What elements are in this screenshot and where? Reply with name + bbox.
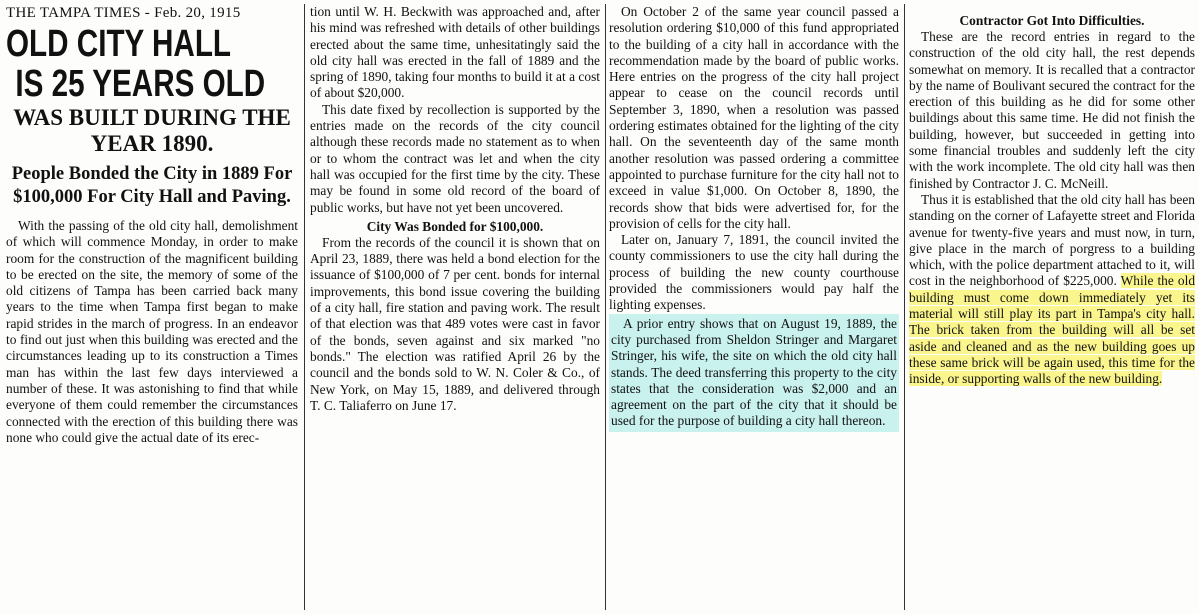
col3-paragraph-2: Later on, January 7, 1891, the council invited the county commissioners to use the city hall during the process of building the new county courthouse provided the commissioners would pay half the lighting expenses. — [609, 232, 899, 313]
col1-paragraph-1: With the passing of the old city hall, demolishment of which will commence Monday, in order to make room for the construction of the magnificent building to be erected on the site, the memory of some of the old citizens of Tampa has been carried back many years to the time when Tampa first began to make rapid strides in the march of progress. In an endeavor to find out just when this building was erected and the circumstances leading up to its construction a Times man has within the last few days interviewed a number of these. It was astonishing to find that while everyone of them could remember the circumstances connected with the erection of this building there was none who could give the actual date of its erec- — [6, 218, 298, 445]
subheadline-deck: People Bonded the City in 1889 For $100,000 For City Hall and Paving. — [11, 164, 293, 207]
dateline: THE TAMPA TIMES - Feb. 20, 1915 — [6, 5, 241, 21]
col2-paragraph-2: This date fixed by recollection is supported by the entries made on the records of the city council although these records made no statement as to when or to whom the contract was let and when the city hall was occupied for the first time by the city. These may be found in some old record of the board of public works, but have not yet been uncovered. — [310, 101, 600, 215]
column-3 — [609, 4, 899, 610]
col4-paragraph-1: These are the record entries in regard to the construction of the old city hall, the rest depends somewhat on memory. It is recalled that a contractor by the name of Boulivant secured the contract for the erection of this building as he did for some other buildings about this same time. He did not finish the building, however, but succeeded in getting into some financial troubles and suddenly left the city with the work incomplete. The old city hall was then finished by Contractor J. C. McNeill. — [909, 29, 1195, 191]
column-divider-1 — [304, 4, 305, 610]
column-4 — [909, 4, 1195, 610]
col2-paragraph-3: From the records of the council it is shown that on April 23, 1889, there was held a bond election for the issuance of $100,000 of 7 per cent. bonds for internal improvements, this bond issue covering the building of a city hall, fire station and paving work. The result of that election was that 489 votes were cast in favor of the bonds, seven against and six marked "no bonds." The election was ratified April 26 by the council and the bonds sold to W. N. Coler & Co., of New York, on May 15, 1889, and delivered through T. C. Taliaferro on June 17. — [310, 234, 600, 413]
column-divider-3 — [904, 4, 905, 610]
headline-line-1: OLD CITY HALL — [6, 23, 232, 65]
col4-paragraph-2 — [909, 192, 1195, 388]
col3-paragraph-1: On October 2 of the same year council passed a resolution ordering $10,000 of this fund appropriated to the building of a city hall in accordance with the recommendation made by the board of public works. Here entries on the progress of the city hall project appear to cease on the council records until September 3, 1890, when a resolution was passed ordering estimates obtained for the lighting of the city hall. On the seventeenth day of the same month another resolution was passed ordering a committee appointed to purchase furniture for the city hall not to exceed in value $1,000. On October 8, 1890, the records show that bids were advertised for, for the provision of cells for the city hall. — [609, 4, 899, 231]
col4-subheading: Contractor Got Into Difficulties. — [959, 13, 1145, 28]
column-1 — [6, 4, 298, 610]
column-divider-2 — [605, 4, 606, 610]
col4-paragraph-2-highlighted: While the old building must come down immediately yet its material will still play its part in Tampa's city hall. The brick taken from the building will all be set aside and cleaned and as the new building goes up these same brick will be again used, this time for the inside, or supporting walls of the new building. — [909, 273, 1195, 387]
col4-paragraph-2-text: Thus it is established that the old city hall has been standing on the corner of Lafayette street and Florida avenue for twenty-five years and must now, in turn, give place in the march of porgress to a building which, with the police department attached to it, will cost in the neighborhood of $225,000. — [909, 191, 1195, 289]
headline-line-2: IS 25 YEARS OLD — [15, 63, 266, 105]
col3-paragraph-3-highlighted: A prior entry shows that on August 19, 1889, the city purchased from Sheldon Stringer and Margaret Stringer, his wife, the site on which the old city hall stands. The deed transferring this property to the city states that the consideration was $2,000 and an agreement on the part of the city that it should be used for the purpose of building a city hall thereon. — [609, 314, 899, 432]
col2-subheading: City Was Bonded for $100,000. — [366, 218, 544, 234]
headline-line-3: WAS BUILT DURING THE YEAR 1890. — [13, 105, 291, 156]
col2-paragraph-1: tion until W. H. Beckwith was approached and, after his mind was refreshed with details of other buildings erected about the same time, unhesitatingly said the old city hall was erected in the fall of 1889 and the spring of 1890, taking four months to build it at a cost of about $20,000. — [310, 4, 600, 101]
column-2 — [310, 4, 600, 610]
